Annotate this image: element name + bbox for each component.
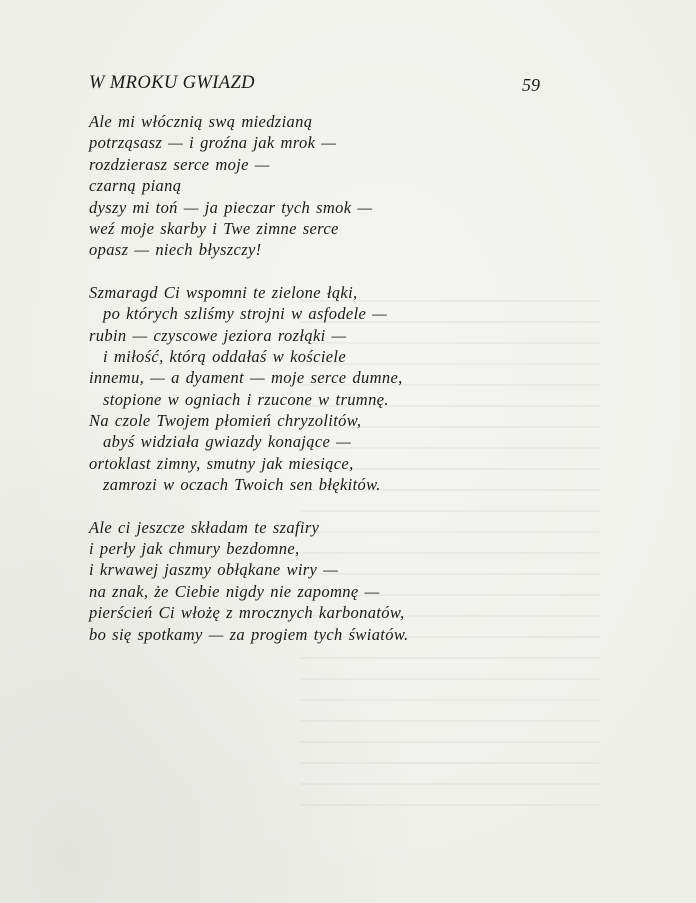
poem-line: Szmaragd Ci wspomni te zielone łąki, [89,282,358,302]
page-number: 59 [522,75,540,95]
poem-line: ortoklast zimny, smutny jak miesiące, [89,453,354,473]
poem-line: weź moje skarby i Twe zimne serce [89,218,339,238]
poem-line: abyś widziała gwiazdy konające — [103,432,352,452]
poem [89,111,569,666]
poem-line: i perły jak chmury bezdomne, [89,539,300,559]
poem-line: innemu, — a dyament — moje serce dumne, [89,368,403,388]
stanza-2 [89,282,569,496]
poem-line: rozdzierasz serce moje — [89,154,270,174]
poem-line: po których szliśmy strojni w asfodele — [103,304,388,324]
poem-line: zamrozi w oczach Twoich sen błękitów. [103,475,381,495]
poem-line: i krwawej jaszmy obłąkane wiry — [89,560,339,580]
poem-line: rubin — czyscowe jeziora rozłąki — [89,325,347,345]
stanza-3 [89,517,569,645]
poem-line: bo się spotkamy — za progiem tych światów. [89,624,409,644]
poem-line: opasz — niech błyszczy! [89,240,262,260]
poem-line: dyszy mi toń — ja pieczar tych smok — [89,197,373,217]
stanza-1 [89,111,569,261]
poem-line: Ale mi włócznią swą miedzianą [89,112,313,131]
poem-line: potrząsasz — i groźna jak mrok — [89,133,337,153]
poem-line: i miłość, którą oddałaś w kościele [103,346,347,366]
poem-line: stopione w ogniach i rzucone w trumnę. [103,389,389,409]
running-head: W MROKU GWIAZD [89,73,255,93]
poem-line: Na czole Twojem płomień chryzolitów, [89,411,362,431]
poem-line: na znak, że Ciebie nigdy nie zapomnę — [89,581,380,601]
poem-line: pierścień Ci włożę z mrocznych karbonatów, [89,603,405,623]
poem-line: czarną pianą [89,176,182,196]
poem-line: Ale ci jeszcze składam te szafiry [89,517,320,537]
